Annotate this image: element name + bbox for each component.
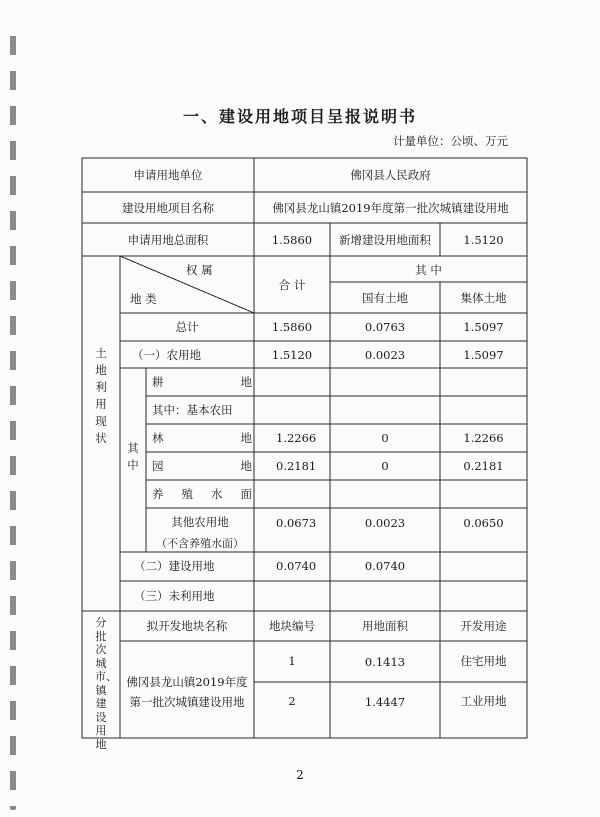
page-number: 2 <box>296 768 304 782</box>
row-agri-collective: 1.5097 <box>463 348 504 362</box>
row-agri-label: （一）农用地 <box>132 348 201 362</box>
new-area-label: 新增建设用地面积 <box>339 233 431 247</box>
row-total-collective: 1.5097 <box>463 320 504 334</box>
row-garden-state: 0 <box>381 459 389 473</box>
batch-name-header: 拟开发地块名称 <box>146 619 228 633</box>
row-construction-sum: 0.0740 <box>276 559 317 573</box>
batch-plot-name: 佛冈县龙山镇2019年度第一批次城镇建设用地 <box>126 675 248 709</box>
state-land-header: 国有土地 <box>362 291 408 305</box>
row-other-agri-sum: 0.0673 <box>276 516 317 530</box>
new-area-value: 1.5120 <box>463 233 504 247</box>
row-garden-collective: 0.2181 <box>463 459 504 473</box>
total-area-label: 申请用地总面积 <box>127 233 209 247</box>
row-arable-label: 耕 地 <box>152 375 252 389</box>
row-aquaculture-label: 养 殖 水 面 <box>152 487 252 501</box>
row-forest-collective: 1.2266 <box>463 431 504 445</box>
project-value: 佛冈县龙山镇2019年度第一批次城镇建设用地 <box>272 201 509 215</box>
row-total-state: 0.0763 <box>364 320 406 334</box>
row-other-agri-label: 其他农用地 <box>171 515 229 529</box>
plot-1-area: 0.1413 <box>364 655 406 669</box>
row-other-agri-collective: 0.0650 <box>463 516 504 530</box>
batch-code-header: 地块编号 <box>269 619 315 633</box>
plot-2-use: 工业用地 <box>460 694 507 708</box>
applicant-label: 申请用地单位 <box>133 168 203 182</box>
row-forest-state: 0 <box>381 431 389 445</box>
row-total-sum: 1.5860 <box>271 320 313 334</box>
applicant-value: 佛冈县人民政府 <box>350 168 431 182</box>
row-construction-state: 0.0740 <box>364 559 406 573</box>
plot-2-area: 1.4447 <box>364 695 406 709</box>
row-construction-label: （二）建设用地 <box>134 559 215 573</box>
row-agri-state: 0.0023 <box>364 348 406 362</box>
among-header: 其 中 <box>415 263 442 277</box>
ownership-header: 权 属 <box>186 263 213 277</box>
row-forest-sum: 1.2266 <box>276 431 317 445</box>
total-area-value: 1.5860 <box>271 233 313 247</box>
collective-land-header: 集体土地 <box>460 291 507 305</box>
row-garden-sum: 0.2181 <box>276 459 317 473</box>
project-label: 建设用地项目名称 <box>122 201 214 215</box>
row-other-agri-sub: （不含养殖水面） <box>156 537 244 550</box>
among-sub-label: 其中 <box>127 441 139 472</box>
total-header: 合 计 <box>278 278 306 292</box>
row-garden-label: 园 地 <box>152 459 252 473</box>
unit-label: 计量单位：公顷、万元 <box>393 134 508 148</box>
row-agri-sum: 1.5120 <box>271 348 313 362</box>
row-other-agri-state: 0.0023 <box>364 516 406 530</box>
row-forest-label: 林 地 <box>152 431 252 445</box>
land-type-header: 地 类 <box>130 292 157 306</box>
row-unused-label: （三）未利用地 <box>134 589 215 603</box>
row-total-label: 总计 <box>175 320 199 334</box>
plot-1-use: 住宅用地 <box>460 654 507 668</box>
batch-use-header: 开发用途 <box>460 619 507 633</box>
batch-area-header: 用地面积 <box>362 619 408 633</box>
batch-section-label: 分批次城市、镇建设用地 <box>95 616 117 751</box>
plot-2-code: 2 <box>288 694 296 708</box>
plot-1-code: 1 <box>288 654 296 668</box>
page-title: 一、建设用地项目呈报说明书 <box>182 107 417 126</box>
land-use-section-label: 土地利用现状 <box>95 346 107 445</box>
row-basic-farm-label: 其中：基本农田 <box>152 403 233 417</box>
